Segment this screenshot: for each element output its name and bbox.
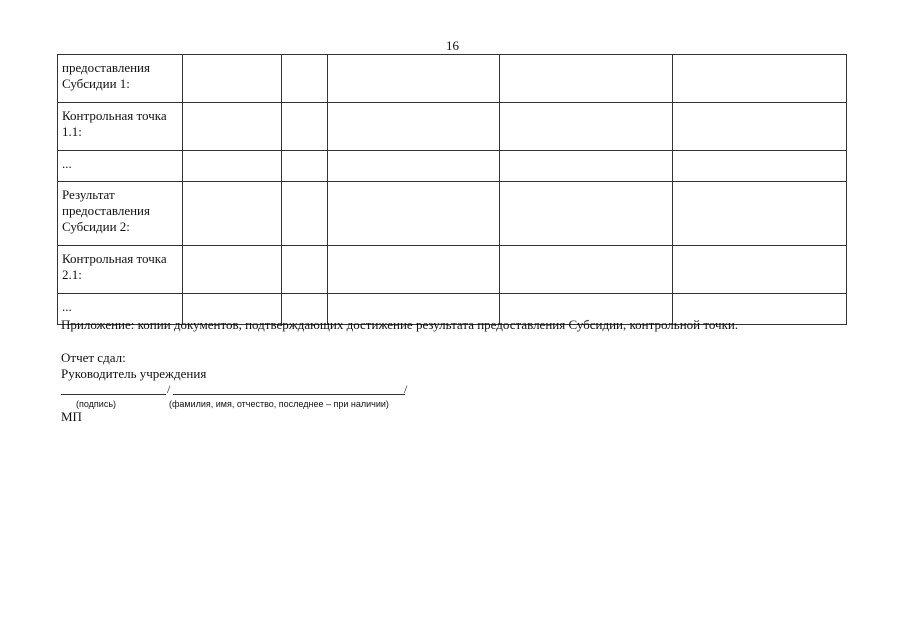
table-cell — [328, 55, 500, 103]
table-row — [58, 246, 847, 294]
table-cell — [328, 246, 500, 294]
table-cell — [500, 246, 673, 294]
table-cell — [183, 151, 282, 182]
table-cell — [282, 103, 328, 151]
table-cell — [673, 182, 847, 246]
signature-line — [61, 382, 421, 398]
table-row — [58, 182, 847, 246]
table-cell — [500, 182, 673, 246]
table-cell-label: предоставления Субсидии 1: — [58, 55, 183, 103]
table-cell-label: ... — [58, 294, 183, 325]
slash-separator: / — [404, 382, 408, 396]
table-cell — [500, 151, 673, 182]
slash-separator: / — [167, 382, 171, 396]
table-cell — [328, 151, 500, 182]
table-cell-label: Результат предоставления Субсидии 2: — [58, 182, 183, 246]
table-cell — [183, 246, 282, 294]
table-cell — [673, 55, 847, 103]
submitted-label: Отчет сдал: — [61, 350, 126, 365]
page-number: 16 — [446, 38, 459, 53]
table-row — [58, 151, 847, 182]
table-cell — [282, 55, 328, 103]
table-cell — [500, 103, 673, 151]
signature-caption: (подпись) — [76, 399, 117, 409]
table-cell — [282, 151, 328, 182]
table-cell — [282, 182, 328, 246]
head-label: Руководитель учреждения — [61, 366, 207, 381]
table-cell — [328, 182, 500, 246]
table-row — [58, 103, 847, 151]
table-cell — [183, 55, 282, 103]
table-cell — [673, 246, 847, 294]
name-caption: (фамилия, имя, отчество, последнее – при наличии) — [169, 399, 389, 409]
stamp-label: МП — [61, 409, 82, 424]
table-cell-label: Контрольная точка 2.1: — [58, 246, 183, 294]
table-cell — [183, 103, 282, 151]
table-cell-label: Контрольная точка 1.1: — [58, 103, 183, 151]
report-table — [57, 54, 847, 325]
table-cell-label: ... — [58, 151, 183, 182]
table-cell — [500, 55, 673, 103]
name-blank — [173, 394, 405, 395]
table-cell — [183, 182, 282, 246]
table-row — [58, 55, 847, 103]
table-cell — [673, 151, 847, 182]
table-cell — [328, 103, 500, 151]
signature-blank — [61, 394, 166, 395]
table-cell — [282, 246, 328, 294]
appendix-note: Приложение: копии документов, подтверждающих достижение результата предоставления Субсидии, контрольной точки. — [61, 317, 739, 332]
table-cell — [673, 103, 847, 151]
